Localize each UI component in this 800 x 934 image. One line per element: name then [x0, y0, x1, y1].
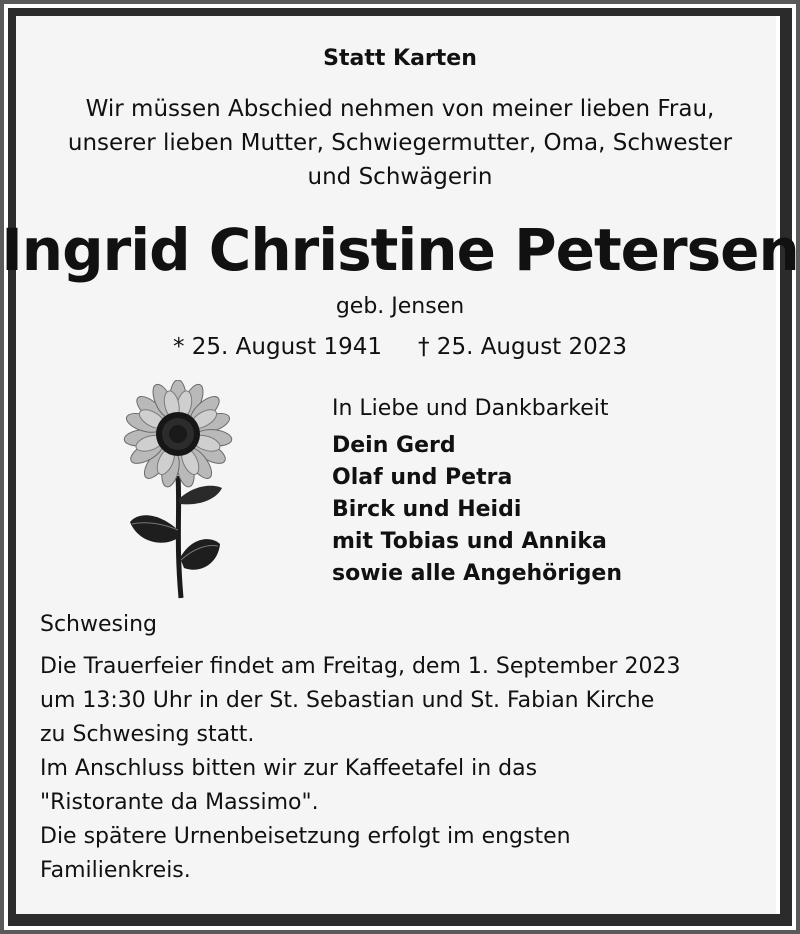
- intro-line: Wir müssen Abschied nehmen von meiner lieben Frau,: [85, 96, 715, 122]
- birth-date: * 25. August 1941: [172, 334, 382, 360]
- ceremony-line: zu Schwesing statt.: [40, 722, 255, 747]
- mourner-name: Olaf und Petra: [332, 465, 513, 490]
- burial-line: Familienkreis.: [40, 858, 191, 883]
- deceased-name: Ingrid Christine Petersen: [1, 216, 799, 284]
- reception-text: [40, 752, 537, 820]
- burial-line: Die spätere Urnenbeisetzung erfolgt im engsten: [40, 824, 571, 849]
- reception-line: "Ristorante da Massimo".: [40, 790, 319, 815]
- heading: Statt Karten: [323, 46, 477, 71]
- sunflower-icon: [118, 380, 248, 606]
- ceremony-line: um 13:30 Uhr in der St. Sebastian und St. Fabian Kirche: [40, 688, 655, 713]
- burial-text: [40, 820, 571, 888]
- life-dates: [0, 334, 800, 360]
- intro-line: unserer lieben Mutter, Schwiegermutter, Oma, Schwester: [67, 130, 733, 156]
- birth-name: geb. Jensen: [335, 294, 465, 319]
- death-date: † 25. August 2023: [418, 334, 628, 360]
- mourner-name: sowie alle Angehörigen: [332, 561, 623, 586]
- mourners-block: [332, 394, 622, 590]
- reception-line: Im Anschluss bitten wir zur Kaffeetafel in das: [40, 756, 538, 781]
- ceremony-text: [40, 650, 680, 752]
- intro-text: [0, 92, 800, 194]
- mourner-name: Dein Gerd: [332, 433, 456, 458]
- ceremony-line: Die Trauerfeier findet am Freitag, dem 1. September 2023: [40, 654, 681, 679]
- place-name: Schwesing: [40, 612, 158, 637]
- closing-line: In Liebe und Dankbarkeit: [332, 396, 609, 421]
- mourner-name: mit Tobias und Annika: [332, 529, 607, 554]
- mourner-name: Birck und Heidi: [332, 497, 522, 522]
- intro-line: und Schwägerin: [307, 164, 493, 190]
